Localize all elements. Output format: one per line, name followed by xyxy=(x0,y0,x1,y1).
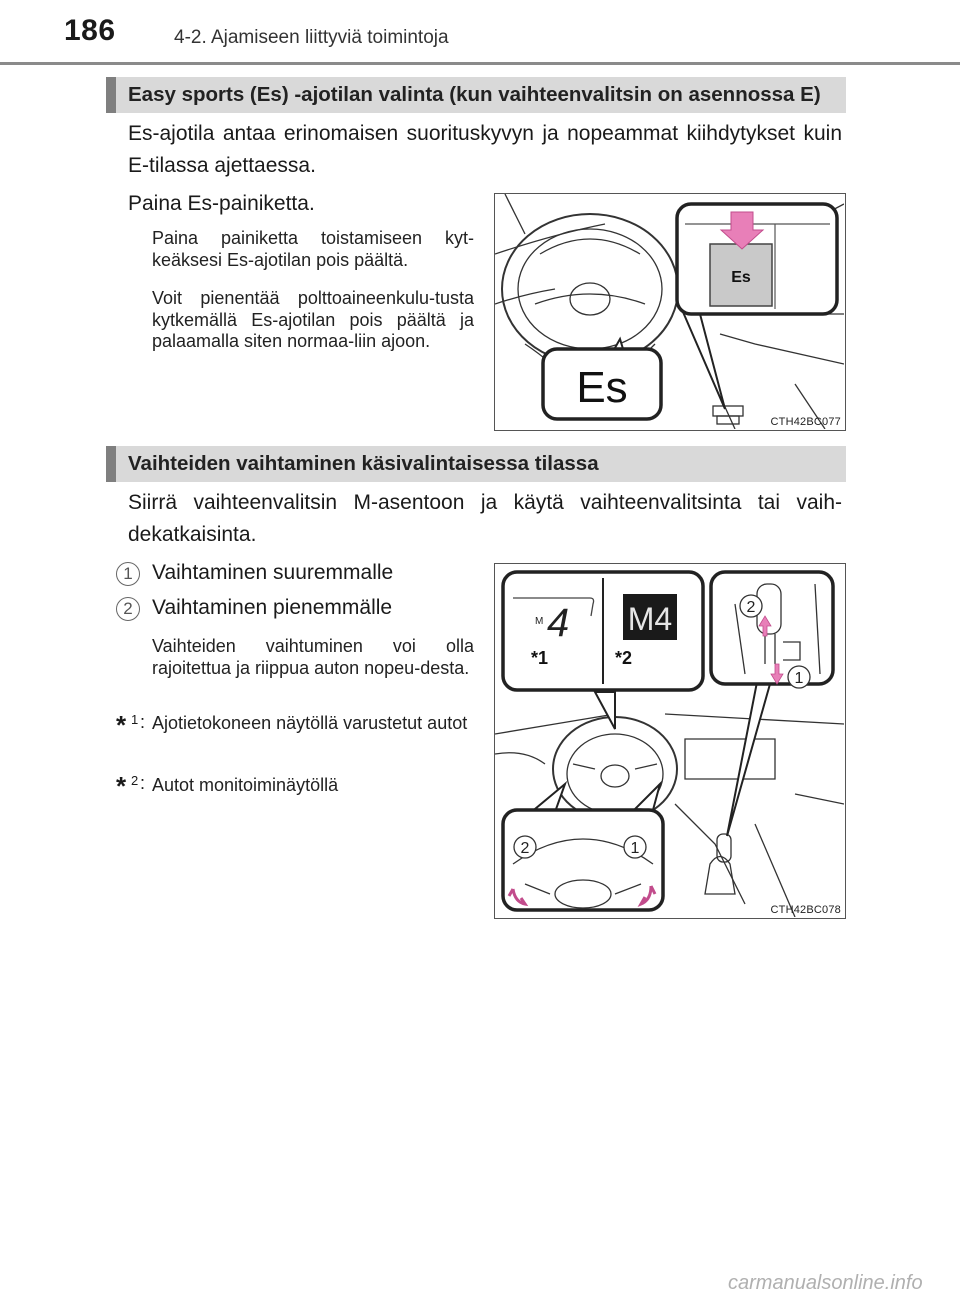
es-indicator-label: Es xyxy=(576,363,628,412)
footnote1-number: 1 xyxy=(131,712,139,727)
display2-gear-indicator: M4 xyxy=(627,601,673,637)
page-number: 186 xyxy=(64,14,116,47)
section1-heading-banner xyxy=(106,77,846,113)
es-button-label: Es xyxy=(731,269,751,286)
display1-star-label: *1 xyxy=(531,648,549,668)
section2-heading-banner xyxy=(106,446,846,482)
footnote2-colon: : xyxy=(140,773,146,793)
paddle-zoom-box xyxy=(503,810,663,910)
footnote2-mark: * xyxy=(116,771,127,801)
footnote1-text: Ajotietokoneen näytöllä varustetut autot xyxy=(152,713,468,733)
paddle-callout-2: 2 xyxy=(520,840,530,857)
footnote1-mark: * xyxy=(116,710,127,740)
section-title: 4-2. Ajamiseen liittyviä toimintoja xyxy=(174,27,449,48)
manual-shift-illustration xyxy=(495,564,844,917)
step-number-2: 2 xyxy=(116,597,140,621)
section2-heading: Vaihteiden vaihtaminen käsivalintaisessa tilassa xyxy=(128,452,599,475)
step-label-1: Vaihtaminen suuremmalle xyxy=(152,561,394,584)
shifter-callout-2: 2 xyxy=(746,599,756,616)
footnote2-text: Autot monitoiminäytöllä xyxy=(152,775,339,795)
section1-intro: Es-ajotila antaa erinomaisen suorituskyvyn ja nopeammat kiihdytykset kuin E-tilassa ajettaessa. xyxy=(128,122,842,177)
watermark: carmanualsonline.info xyxy=(728,1272,923,1294)
dashboard-es-illustration xyxy=(495,194,844,429)
manual-shift-figure xyxy=(494,563,846,919)
es-button-figure xyxy=(494,193,846,431)
paddle-left-callout-tail xyxy=(535,784,565,812)
footnote1-colon: : xyxy=(140,712,146,732)
figure1-code: CTH42BC077 xyxy=(770,416,841,428)
footnote2-number: 2 xyxy=(131,773,139,788)
section1-note1: Paina painiketta toistamiseen kyt-keäksesi Es-ajotilan pois päältä. xyxy=(152,228,474,270)
paddle-right-callout-tail xyxy=(635,784,660,810)
step-number-1: 1 xyxy=(116,562,140,586)
display1-m-indicator: M xyxy=(535,616,544,627)
section2-intro: Siirrä vaihteenvalitsin M-asentoon ja käytä vaihteenvalitsinta tai vaih-dekatkaisinta. xyxy=(128,491,842,546)
display1-gear-number: 4 xyxy=(547,601,570,645)
header-divider xyxy=(0,62,960,65)
section1-instruction: Paina Es-painiketta. xyxy=(128,192,315,215)
shifter-callout-1: 1 xyxy=(794,670,804,687)
zoom-callout-tail xyxy=(683,312,725,409)
paddle-callout-1: 1 xyxy=(630,840,640,857)
display2-star-label: *2 xyxy=(615,648,633,668)
step-label-2: Vaihtaminen pienemmälle xyxy=(152,596,393,619)
section1-note2: Voit pienentää polttoaineenkulu-tusta kytkemällä Es-ajotilan pois päältä ja palaamalla siten normaa-liin ajoon. xyxy=(152,288,474,351)
display-callout-tail xyxy=(595,692,615,729)
figure2-code: CTH42BC078 xyxy=(770,904,841,916)
shifter-callout-tail xyxy=(727,682,770,836)
section1-heading: Easy sports (Es) -ajotilan valinta (kun vaihteenvalitsin on asennossa E) xyxy=(128,83,821,106)
section2-note: Vaihteiden vaihtuminen voi olla rajoitettua ja riippua auton nopeu-desta. xyxy=(152,636,474,678)
